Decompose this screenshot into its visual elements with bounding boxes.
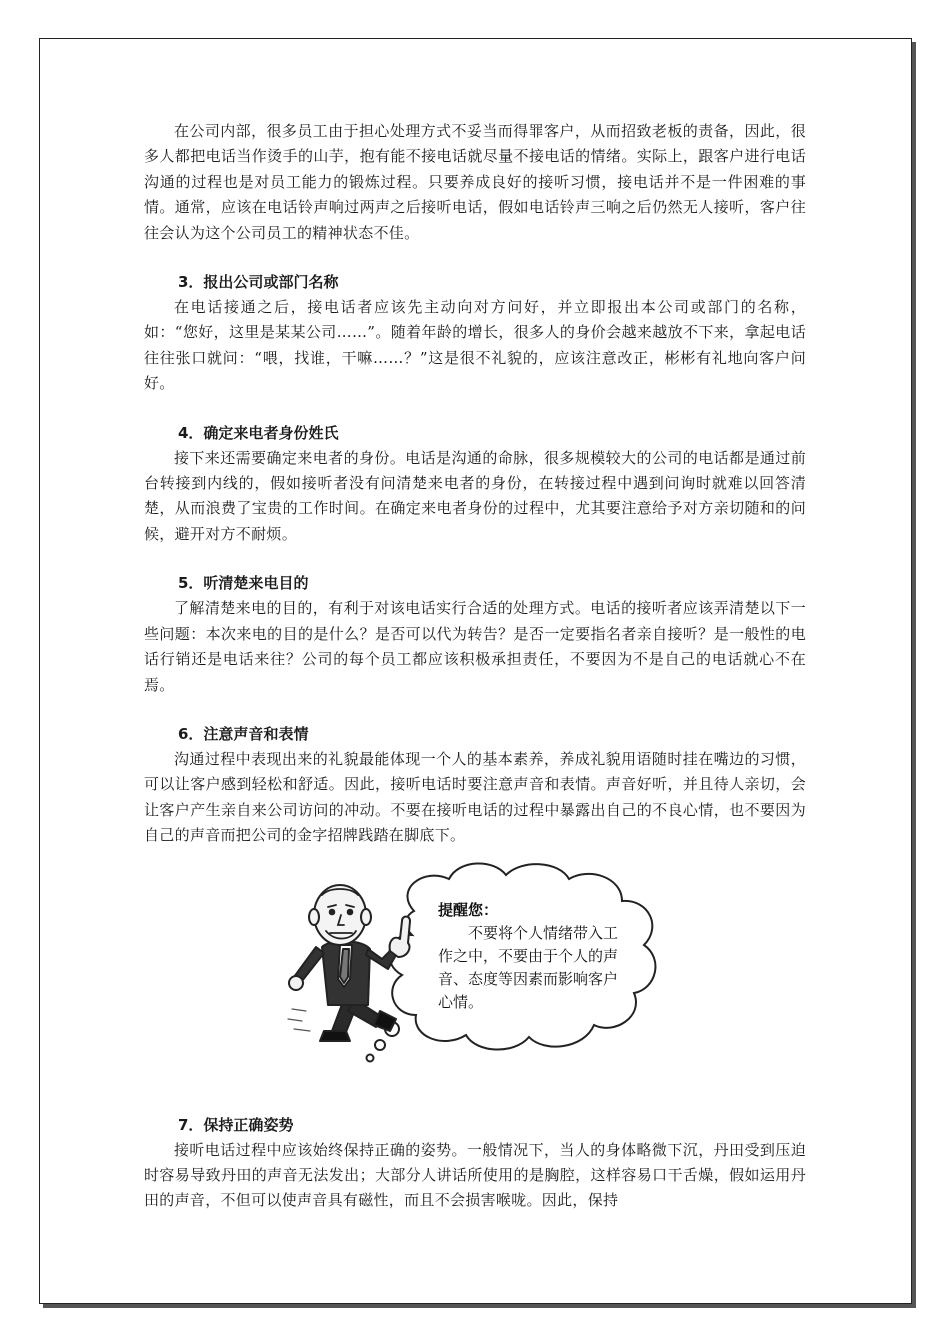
section-heading: 5．听清楚来电目的 — [178, 574, 309, 593]
section-5 — [144, 571, 806, 698]
section-heading: 7．保持正确姿势 — [178, 1115, 294, 1134]
section-paragraph: 接下来还需要确定来电者的身份。电话是沟通的命脉，很多规模较大的公司的电话都是通过前台转接到内线的，假如接听者没有问清楚来电者的身份，在转接过程中遇到问询时就难以回答清楚，从而浪费了宝贵的工作时间。在确定来电者身份的过程中，尤其要注意给予对方亲切随和的问候，避开对方不耐烦。 — [144, 448, 806, 543]
section-4 — [144, 421, 806, 548]
reminder-title: 提醒您： — [438, 900, 499, 919]
section-paragraph: 了解清楚来电的目的，有利于对该电话实行合适的处理方式。电话的接听者应该弄清楚以下一些问题：本次来电的目的是什么？是否可以代为转告？是否一定要指名者亲自接听？是一般性的电话行销还是电话来往？公司的每个员工都应该积极承担责任，不要因为不是自己的电话就心不在焉。 — [144, 599, 806, 694]
reminder-text: 不要将个人情绪带入工作之中，不要由于个人的声音、态度等因素而影响客户心情。 — [438, 923, 619, 1011]
section-paragraph: 沟通过程中表现出来的礼貌最能体现一个人的基本素养，养成礼貌用语随时挂在嘴边的习惯，可以让客户感到轻松和舒适。因此，接听电话时要注意声音和表情。声音好听，并且待人亲切，会让客户产生亲自来公司访问的冲动。不要在接听电话的过程中暴露出自己的不良心情，也不要因为自己的声音而把公司的金字招牌践踏在脚底下。 — [144, 749, 806, 845]
section-6 — [144, 722, 806, 849]
section-paragraph: 在电话接通之后，接电话者应该先主动向对方问好，并立即报出本公司或部门的名称，如：“您好，这里是某某公司……”。随着年龄的增长，很多人的身价会越来越放不下来，拿起电话往往张口就问：“喂，找谁，干嘛……？”这是很不礼貌的，应该注意改正，彬彬有礼地向客户问好。 — [144, 298, 806, 393]
section-7 — [144, 1113, 806, 1214]
section-3 — [144, 270, 806, 397]
page-content — [144, 119, 806, 1214]
section-heading: 4．确定来电者身份姓氏 — [178, 423, 339, 442]
section-heading: 6．注意声音和表情 — [178, 724, 309, 743]
reminder-cloud — [438, 899, 628, 1014]
reminder-illustration — [144, 859, 806, 1077]
section-heading: 3．报出公司或部门名称 — [178, 273, 339, 292]
intro-paragraph: 在公司内部，很多员工由于担心处理方式不妥当而得罪客户，从而招致老板的责备，因此，很多人都把电话当作烫手的山芋，抱有能不接电话就尽量不接电话的情绪。实际上，跟客户进行电话沟通的过程也是对员工能力的锻炼过程。只要养成良好的接听习惯，接电话并不是一件困难的事情。通常，应该在电话铃声响过两声之后接听电话，假如电话铃声三响之后仍然无人接听，客户往往会认为这个公司员工的精神状态不佳。 — [144, 122, 806, 242]
section-paragraph: 接听电话过程中应该始终保持正确的姿势。一般情况下，当人的身体略微下沉，丹田受到压迫时容易导致丹田的声音无法发出；大部分人讲话所使用的是胸腔，这样容易口干舌燥，假如运用丹田的声音，不但可以使声音具有磁性，而且不会损害喉咙。因此，保持 — [144, 1140, 806, 1210]
